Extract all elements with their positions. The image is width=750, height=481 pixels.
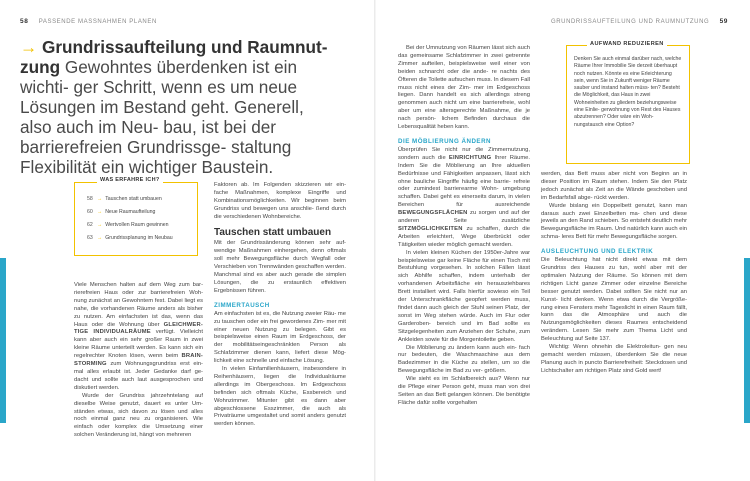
left-running-title: PASSENDE MASSNAHMEN PLANEN bbox=[38, 19, 157, 25]
right-running-title: GRUNDRISSAUFTEILUNG UND RAUMNUTZUNG bbox=[550, 19, 710, 25]
aufwand-reduzieren-text: Denken Sie auch einmal darüber nach, welche Räume Ihrer Immobilie Sie derzeit überhaupt noch nutzen. Könnte es eine Erleichterung sein, wenn Sie in Zukunft weniger Räume sauber und instand halten müss- ten? Besteht die Möglichkeit, das Haus in zwei Wohneinheiten zu gliedern beziehungsweise eine Einlie- gerwohnung von Rest des Hauses abzutrennen? Oder wäre ein Woh- nungstausch eine Option? bbox=[574, 56, 682, 128]
lead-text: Gewohntes überdenken ist ein wichti- ger Schritt, wenn es um neue Lösungen im Bestand geht. Generell, also auch im Neu- bau, ist bei der barrierefreien Grundrissge- staltung Flexibilität ein wichtiger Baustein. bbox=[20, 57, 304, 177]
paragraph: werden, das Bett muss aber nicht von Beginn an in dieser Position im Raum stehen. Indem Sie den Platz jedoch zunächst als Zeit an die Wände geschoben und im Bedarfsfall abge- rückt werden. bbox=[541, 171, 687, 201]
paragraph: Wie sieht es im Schlafbereich aus? Wenn nur die Pflege einer Person geht, muss man von drei Seiten an das Bett gelangen können. Die benötigte Fläche dafür sollte vorgehalten bbox=[398, 376, 530, 406]
arrow-right-icon: → bbox=[97, 222, 103, 228]
left-page-edge-marker bbox=[0, 258, 6, 423]
was-erfahre-ich-box bbox=[74, 177, 198, 256]
was-erfahre-ich-title: WAS ERFAHRE ICH? bbox=[97, 177, 163, 183]
paragraph: Die Möblierung zu ändern kann auch ein- fach nur bedeuten, die Waschmaschine aus dem Badezimmer in die Küche zu stellen, um so die Bewegungsfläche im Bad zu ver- größern. bbox=[398, 344, 530, 375]
column-3 bbox=[398, 45, 530, 408]
paragraph: Viele Menschen halten auf dem Weg zum bar- rierefreien Haus oder zur barrierefreien Woh- nung zunächst an Gewohntem fest. Dabei liegt es nahe, die vorhandenen Räume anders als bisher zu nutzen. Am einfachsten ist das, wenn das Haus oder die Wohnung über GLEICHWER- TIGE INDIVIDUALRÄUME verfügt. Vielleicht kann aber auch ein sehr großer Raum in zwei kleine Räume unterteilt werden. Es kann sich ein regelrechter Knoten lösen, wenn beim BRAIN- STORMING zum Wohnungsgrundriss erst ein- mal alles erlaubt ist. Jeder Gedanke darf ge- dacht und sollte auch laut ausgesprochen und diskutiert werden. bbox=[74, 282, 203, 391]
aufwand-reduzieren-title: AUFWAND REDUZIEREN bbox=[587, 41, 667, 47]
paragraph: Faktoren ab. Im Folgenden skizzieren wir ein- fache Maßnahmen, komplexe Eingriffe und Kombinationsmöglichkeiten. Wir beginnen beim Grundriss und bewegen uns anschlie- ßend durch die verschiedenen Wohnbereiche. bbox=[214, 182, 346, 220]
right-page-header bbox=[551, 18, 728, 25]
section-heading: Tauschen statt umbauen bbox=[214, 226, 332, 238]
column-1 bbox=[74, 282, 203, 440]
right-page-number: 59 bbox=[719, 18, 728, 25]
column-4 bbox=[541, 171, 687, 376]
paragraph: Wurde bislang ein Doppelbett genutzt, kann man daraus auch zwei Einzelbetten ma- chen und diese jeweils an den Rand schieben. So entsteht deutlich mehr Bewegungsfläche im Raum. Und natürlich kann auch ein schma- leres Bett für mehr Bewegungsfläche sorgen. bbox=[541, 202, 687, 241]
arrow-right-icon: → bbox=[97, 209, 103, 215]
column-2 bbox=[214, 182, 346, 429]
intro-paragraph bbox=[20, 37, 336, 177]
paragraph: Wichtig: Wenn ohnehin die Elektroleitun- gen neu gemacht werden müssen, überdenken Sie die neue Planung auch in puncto Barrierefreiheit: Steckdosen und Lichtschalter am richtigen Platz sind Gold wert! bbox=[541, 344, 687, 374]
toc-item[interactable]: 63 → Grundrissplanung im Neubau bbox=[87, 235, 173, 241]
left-page-number: 58 bbox=[20, 18, 29, 25]
chapter-title: Grundrissaufteilung und Raumnut- zung bbox=[20, 37, 328, 77]
toc-item[interactable]: 60 → Neue Raumaufteilung bbox=[87, 209, 156, 215]
toc-item[interactable]: 62 → Wertvollen Raum gewinnen bbox=[87, 222, 169, 228]
left-page-header bbox=[20, 18, 157, 25]
subheading: AUSLEUCHTUNG UND ELEKTRIK bbox=[541, 248, 654, 256]
toc-item[interactable]: 58 → Tauschen statt umbauen bbox=[87, 196, 162, 202]
subheading: ZIMMERTAUSCH bbox=[214, 301, 270, 309]
subheading: DIE MÖBLIERUNG ÄNDERN bbox=[398, 137, 492, 145]
paragraph: Wurde der Grundriss jahrzehntelang auf dieselbe Weise genutzt, dauert es unter Um- ständen etwas, sich davon zu lösen und alles noch einmal ganz neu zu organisieren. Wie einfach oder komplex die Umsetzung einer solchen Veränderung ist, hängt von mehreren bbox=[74, 392, 203, 439]
paragraph: Mit der Grundrissänderung können sehr auf- wendige Maßnahmen einhergehen, denn oftmals soll mehr Bewegungsfläche durch Wegfall oder Verschieben von Trennwänden geschaffen werden. Manchmal sind es aber auch gerade die simplen Lösungen, die zu erstaunlich effektiven Ergebnissen führen. bbox=[214, 240, 346, 294]
paragraph: In vielen kleinen Küchen der 1950er-Jahre war beispielsweise gar keine Fläche für einen Tisch mit Bestuhlung vorgesehen. In solchen Fällen lässt sich Abhilfe schaffen, indem unterhalb der vorhandenen Arbeitsfläche ein herausziehbares Brett installiert wird. Falls hierfür sowieso ein Teil der Unterschrankfläche geopfert werden muss, findet dann auch gleich der Stuhl seinen Platz, der sonst im Weg stehen würde. Auch im Flur oder Garderoben- bereich und im Bad sollte es Sitzgelegenheiten zum Anziehen der Schuhe, zum Ankleiden sowie für die Morgentoilette geben. bbox=[398, 249, 530, 343]
paragraph: Die Beleuchtung hat nicht direkt etwas mit dem Grundriss des Hauses zu tun, wohl aber mit der optimalen Nutzung der Räume. So können mit dem richtigen Licht ganze Zimmer oder einzelne Bereiche besser genutzt werden. Dabei sollten Sie nicht nur an Kunst- licht denken. Wenn etwa durch die Vergröße- rung eines Fensters mehr Tageslicht in einen Raum fällt, kann das die Atmosphäre und auch die Nutzungsmöglichkeiten dieses Raumes entscheidend verändern. Lesen Sie mehr zum Thema Licht und Beleuchtung auf Seite 137. bbox=[541, 257, 687, 343]
right-page-edge-marker bbox=[744, 258, 750, 423]
arrow-right-icon: → bbox=[20, 37, 38, 57]
aufwand-reduzieren-box bbox=[566, 41, 690, 164]
paragraph: In vielen Einfamilienhäusern, insbesondere in Reihenhäusern, liegen die Individualräume allerdings im Obergeschoss. Im Erdgeschoss befinden sich oftmals Küche, Essbereich und Wohnzimmer. Mitunter gibt es dann aber abgeschlossene Esszimmer, die auch als Privaträume umgestaltet und somit anders genutzt werden können. bbox=[214, 366, 346, 428]
arrow-right-icon: → bbox=[97, 235, 103, 241]
paragraph: Am einfachsten ist es, die Nutzung zweier Räu- me zu tauschen oder ein frei gewordenes Zim- mer mit einer neuen Nutzung zu belegen. Gibt es beispielsweise einen Raum im Erdgeschoss, der der mobilitätseingeschränkten Person als Schlafzimmer dienen kann, liefert diese Mög- lichkeit eine schnelle und einfache Lösung. bbox=[214, 310, 346, 365]
book-spine bbox=[374, 0, 376, 481]
paragraph: Überprüfen Sie nicht nur die Zimmernutzung, sondern auch die EINRICHTUNG Ihrer Räume. Indem Sie die Möblierung an Ihre aktuellen Bedürfnisse und Fähigkeiten anpassen, lässt sich ohne bauliche Eingriffe häufig eine barrie- refreie oder zumindest barrierearme Wohn- umgebung schaffen. Dabei geht es einerseits darum, in vielen Bereichen für ausreichende BEWEGUNGSFLÄCHEN zu sorgen und auf der anderen Seite zusätzliche SITZMÖGLICHKEITEN zu schaffen, durch die Arbeiten erleichtert, Wege überbrückt oder Tätigkeiten wieder möglich gemacht werden. bbox=[398, 146, 530, 248]
paragraph: Bei der Umnutzung von Räumen lässt sich auch das gemeinsame Schlafzimmer in zwei getrennte Zimmer aufteilen, beispielsweise weil einer von beiden schnarcht oder die ande- re nachts des Öfteren die Toilette aufsuchen muss. In diesem Fall muss nicht eines der Zim- mer im Erdgeschoss liegen. Dann handelt es sich allerdings streng genommen auch nicht um eine barrierefreie, wohl aber um eine altersgerechte Maßnahme, die je nach persön- lichem Befinden durchaus die Lebensqualität heben kann. bbox=[398, 45, 530, 131]
arrow-right-icon: → bbox=[97, 196, 103, 202]
